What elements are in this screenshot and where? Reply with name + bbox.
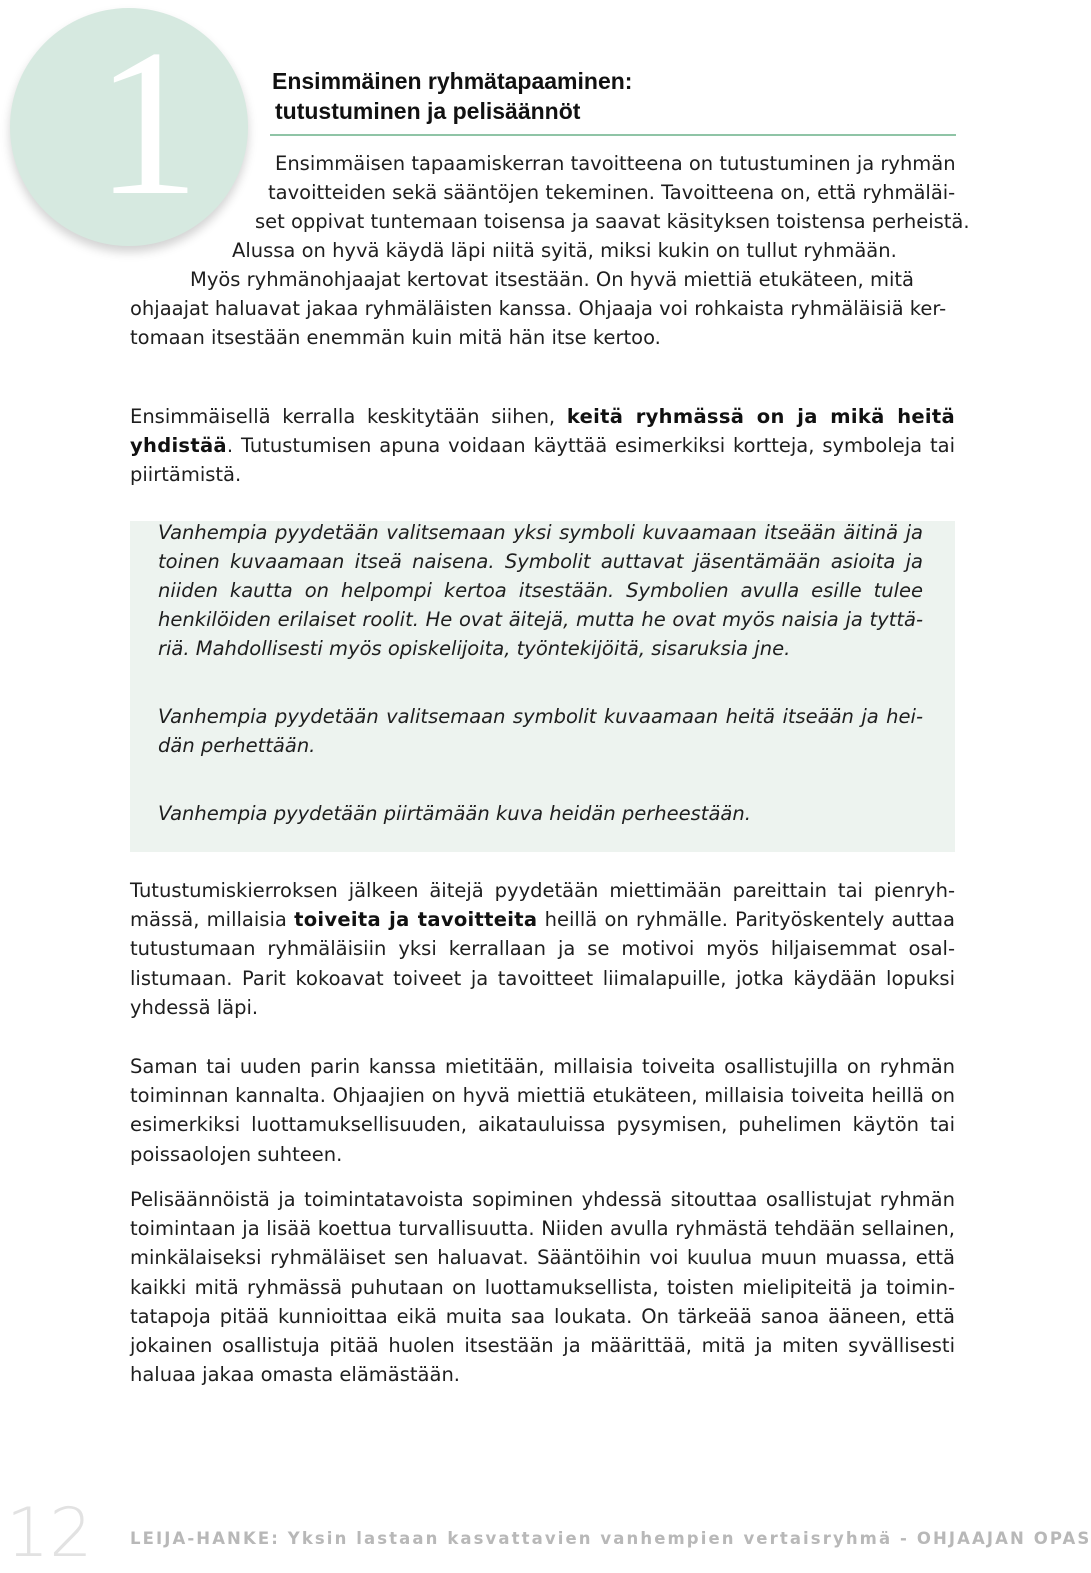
wishes-text-before: Tutustumiskierroksen jälkeen äitejä pyydetään miettimään pareittain tai pienryhmässä, millaisia (130, 879, 955, 932)
footer-text: LEIJA-HANKE: Yksin lastaan kasvattavien vanhempien vertaisryhmä - OHJAAJAN OPAS (130, 1529, 1091, 1548)
intro-line: tavoitteiden sekä sääntöjen tekeminen. Tavoitteena on, että ryhmäläi- (268, 181, 956, 204)
title-divider (270, 134, 956, 136)
focus-emphasis: keitä ryhmässä on ja mikä heitä yhdistää (130, 405, 955, 458)
chapter-title-line1: Ensimmäinen ryhmätapaaminen: (272, 68, 633, 94)
intro-line: Myös ryhmänohjaajat kertovat itsestään. On hyvä miettiä etukäteen, mitä (190, 268, 914, 291)
intro-line: set oppivat tuntemaan toisensa ja saavat käsityksen toistensa perheistä. (255, 210, 970, 233)
chapter-title (272, 66, 952, 126)
exercise-paragraph: Vanhempia pyydetään valitsemaan symbolit kuvaamaan heitä itseään ja heidän perhettään. (158, 705, 923, 757)
exercise-paragraph: Vanhempia pyydetään valitsemaan yksi symboli kuvaamaan itseään äitinä ja toinen kuvaamaan itseä naisena. Symbolit auttavat jäsentämään asioita ja niiden kautta on helpompi kertoa itsestään. Symbolien avulla esille tulee henkilöiden erilaiset roolit. He ovat äitejä, mutta he ovat myös naisia ja tyttäriä. Mahdollisesti myös opiskelijoita, työntekijöitä, sisaruksia jne. (158, 521, 923, 660)
exercise-paragraph: Vanhempia pyydetään piirtämään kuva heidän perheestään. (158, 802, 751, 825)
chapter-number: 1 (95, 7, 200, 239)
focus-text-before: Ensimmäisellä kerralla keskitytään siihen, (130, 405, 567, 428)
wishes-paragraph (130, 876, 955, 1022)
wishes-emphasis: toiveita ja tavoitteita (294, 908, 538, 932)
focus-paragraph (130, 402, 955, 490)
intro-line: tomaan itsestään enemmän kuin mitä hän itse kertoo. (130, 326, 661, 349)
rules-paragraph: Pelisäännöistä ja toimintatavoista sopiminen yhdessä sitouttaa osallistujat ryhmän toimintaan ja lisää koettua turvallisuutta. Niiden avulla ryhmästä tehdään sellainen, minkälaiseksi ryhmäläiset sen haluavat. Sääntöihin voi kuulua muun muassa, että kaikki mitä ryhmässä puhutaan on luottamuksellista, toisten mielipiteitä ja toimintatapoja pitää kunnioittaa eikä muita saa loukata. On tärkeää sanoa ääneen, että jokainen osallistuja pitää huolen itsestään ja määrittää, mitä ja miten syvällisesti haluaa jakaa omasta elämästään. (130, 1188, 955, 1387)
wishes-text-after: heillä on ryhmälle. Parityöskentely auttaa tutustumaan ryhmäläisiin yksi kerrallaan ja se motivoi myös hiljaisemmat osallistumaan. Parit kokoavat toiveet ja tavoitteet liimalapuille, jotka käydään lopuksi yhdessä läpi. (130, 908, 956, 1019)
focus-text-after: . Tutustumisen apuna voidaan käyttää esimerkiksi kortteja, symboleja tai piirtämistä. (130, 434, 955, 487)
chapter-title-line2: tutustuminen ja pelisäännöt (275, 98, 581, 124)
intro-line: Alussa on hyvä käydä läpi niitä syitä, miksi kukin on tullut ryhmään. (232, 239, 897, 262)
page-number: 12 (6, 1494, 93, 1573)
pairs-paragraph: Saman tai uuden parin kanssa mietitään, millaisia toiveita osallistujilla on ryhmän toiminnan kannalta. Ohjaajien on hyvä miettiä etukäteen, millaisia toiveita heillä on esimerkiksi luottamuksellisuuden, aikatauluissa pysymisen, puhelimen käytön tai poissaolojen suhteen. (130, 1055, 955, 1166)
intro-line: Ensimmäisen tapaamiskerran tavoitteena on tutustuminen ja ryhmän (275, 152, 956, 175)
intro-line: ohjaajat haluavat jakaa ryhmäläisten kanssa. Ohjaaja voi rohkaista ryhmäläisiä ker- (130, 297, 947, 320)
